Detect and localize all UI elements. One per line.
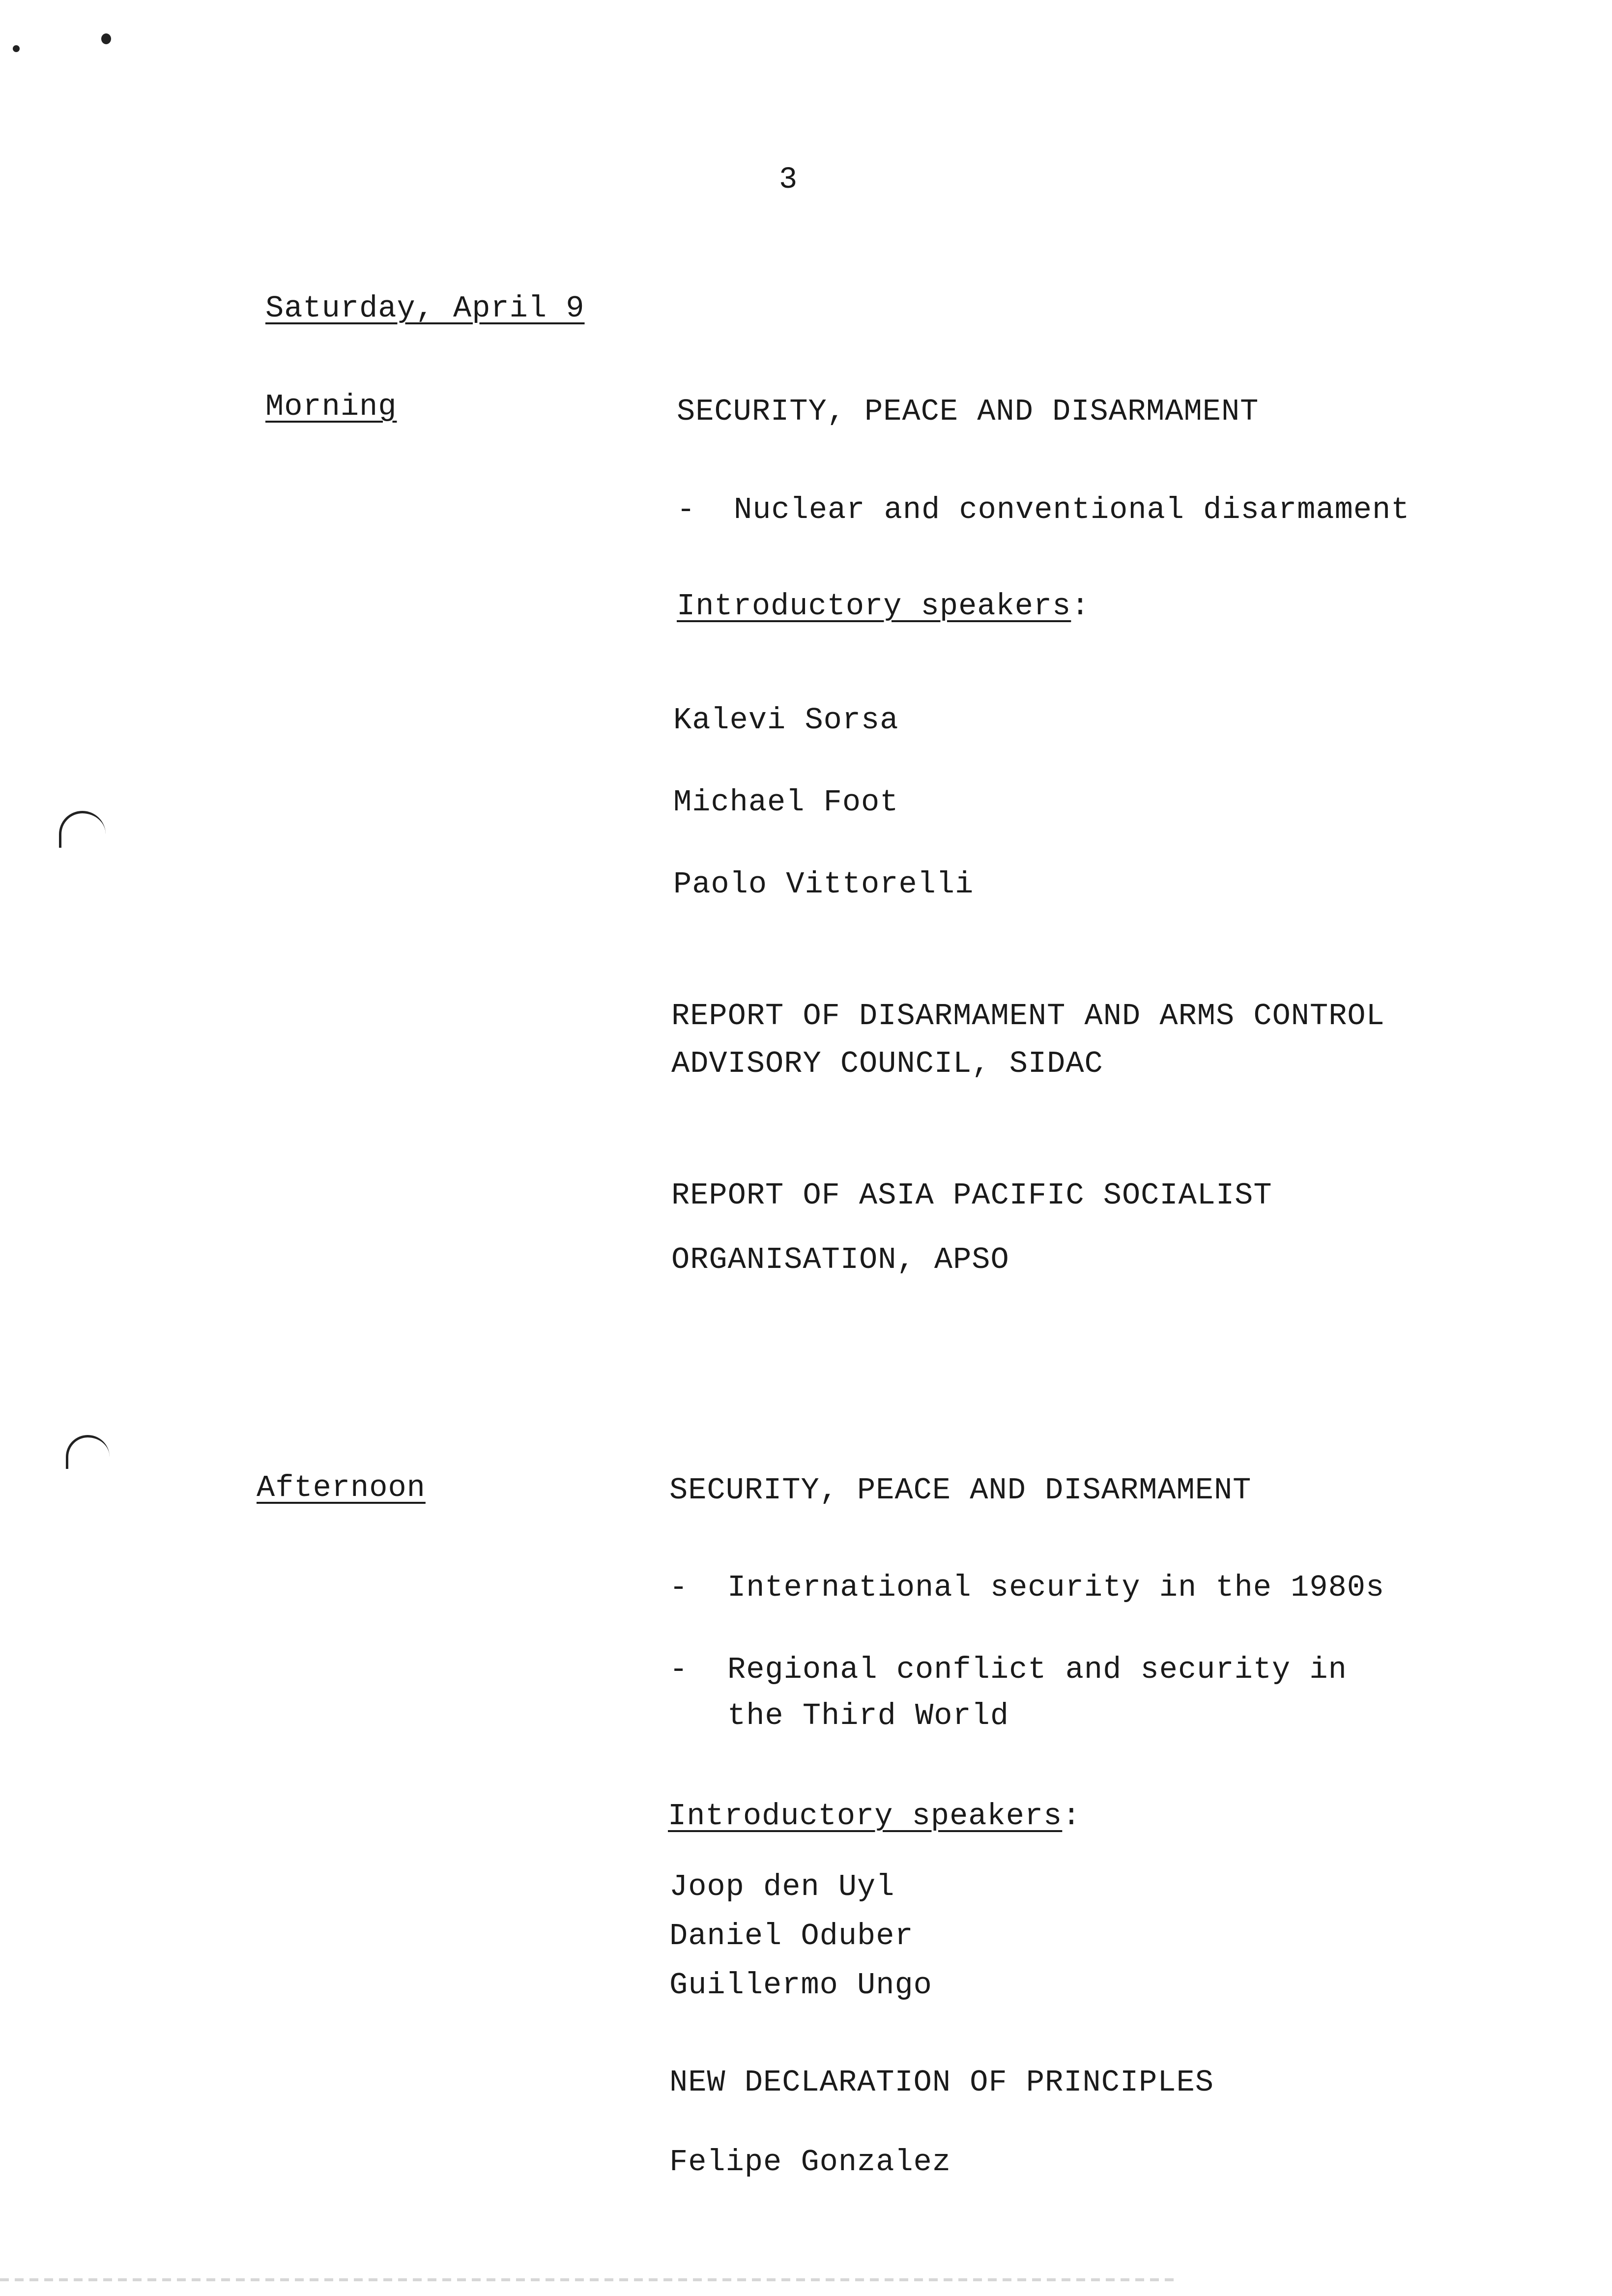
afternoon-speaker: Guillermo Ungo bbox=[669, 1968, 932, 2003]
afternoon-title: SECURITY, PEACE AND DISARMAMENT bbox=[669, 1473, 1252, 1508]
speakers-heading-text: Introductory speakers bbox=[668, 1799, 1063, 1834]
speakers-heading-colon: : bbox=[1071, 589, 1090, 624]
morning-title: SECURITY, PEACE AND DISARMAMENT bbox=[677, 394, 1259, 429]
afternoon-label: Afternoon bbox=[257, 1470, 426, 1505]
bullet-dash: - bbox=[677, 492, 695, 527]
afternoon-speaker: Joop den Uyl bbox=[669, 1869, 895, 1904]
scan-edge-noise bbox=[0, 2278, 1180, 2281]
declaration-title: NEW DECLARATION OF PRINCIPLES bbox=[669, 2065, 1214, 2100]
declaration-speaker: Felipe Gonzalez bbox=[669, 2145, 951, 2180]
punch-hole-mark bbox=[66, 1435, 110, 1469]
speakers-heading-colon: : bbox=[1062, 1799, 1081, 1834]
morning-speaker: Kalevi Sorsa bbox=[673, 703, 899, 738]
afternoon-speaker: Daniel Oduber bbox=[669, 1919, 914, 1953]
morning-report-2-line-2: ORGANISATION, APSO bbox=[671, 1242, 1009, 1277]
morning-label: Morning bbox=[265, 389, 397, 424]
morning-report-1-line-1: REPORT OF DISARMAMENT AND ARMS CONTROL bbox=[671, 999, 1385, 1033]
scan-speck bbox=[13, 45, 20, 52]
bullet-dash: - bbox=[669, 1652, 688, 1687]
afternoon-topic-2-line-1: Regional conflict and security in bbox=[727, 1652, 1347, 1687]
afternoon-speakers-heading bbox=[668, 1793, 1081, 1840]
morning-speaker: Michael Foot bbox=[673, 785, 899, 820]
morning-report-1-line-2: ADVISORY COUNCIL, SIDAC bbox=[671, 1046, 1103, 1081]
punch-hole-mark bbox=[59, 811, 106, 848]
morning-speaker: Paolo Vittorelli bbox=[673, 867, 974, 902]
afternoon-topic-2-line-2: the Third World bbox=[727, 1698, 1009, 1733]
morning-report-2-line-1: REPORT OF ASIA PACIFIC SOCIALIST bbox=[671, 1178, 1272, 1213]
bullet-dash: - bbox=[669, 1570, 688, 1605]
scan-speck bbox=[101, 33, 111, 44]
morning-topic: Nuclear and conventional disarmament bbox=[734, 492, 1410, 527]
date-heading: Saturday, April 9 bbox=[265, 291, 585, 326]
page-number: 3 bbox=[779, 162, 798, 197]
speakers-heading-text: Introductory speakers bbox=[677, 589, 1071, 624]
afternoon-topic-1: International security in the 1980s bbox=[727, 1570, 1385, 1605]
morning-speakers-heading bbox=[677, 583, 1090, 630]
